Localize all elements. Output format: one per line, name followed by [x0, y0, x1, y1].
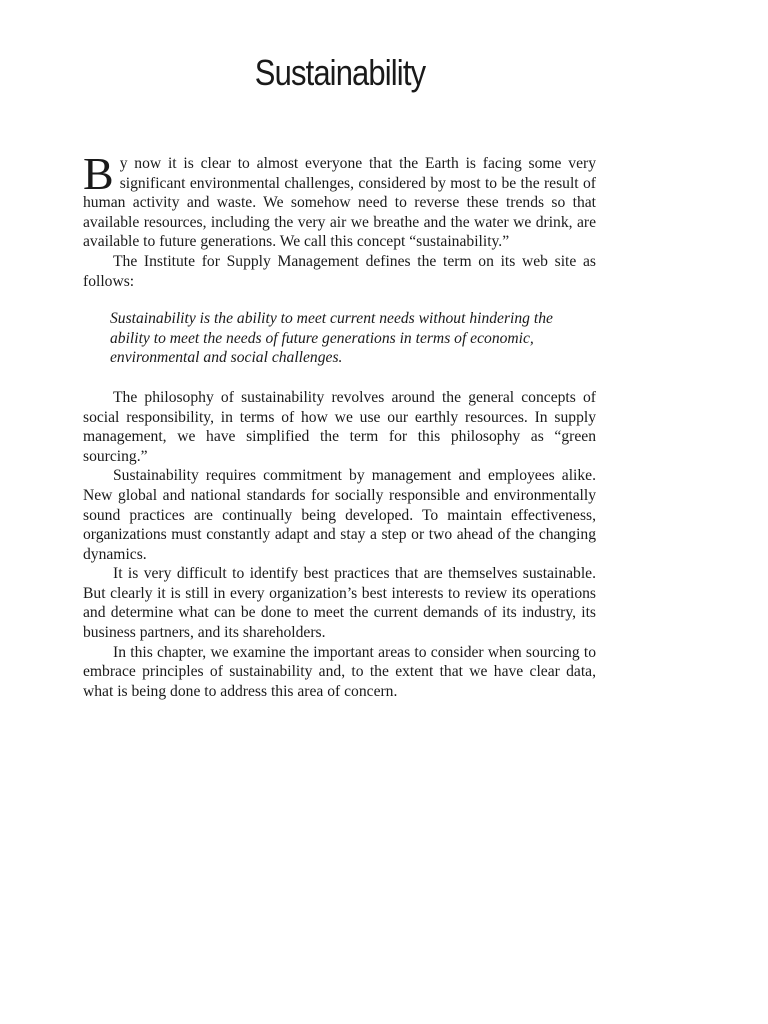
intro-paragraph-text: y now it is clear to almost everyone that the Earth is facing some very significant environmental challenges, considered by most to be the result of human activity and waste. We somehow need to reverse these trends so that available resources, including the very air we breathe and the water we drink, are available to future generations. We call this concept “sustainability.”: [83, 155, 596, 251]
drop-cap-letter: B: [83, 148, 114, 199]
chapter-title: Sustainability: [254, 52, 426, 93]
chapter-intro-paragraph: In this chapter, we examine the important areas to consider when sourcing to embrace principles of sustainability and, to the extent that we have clear data, what is being done to address this area of concern.: [83, 643, 596, 700]
philosophy-paragraph: The philosophy of sustainability revolves around the general concepts of social responsibility, in terms of how we use our earthly resources. In supply management, we have simplified the term for this philosophy as “green sourcing.”: [83, 388, 596, 465]
chapter-body: [83, 148, 596, 701]
sustainability-definition-quote: Sustainability is the ability to meet current needs without hindering the ability to meet the needs of future generations in terms of economic, environmental and social challenges.: [110, 310, 553, 367]
commitment-paragraph: Sustainability requires commitment by management and employees alike. New global and national standards for socially responsible and environmentally sound practices are continually being developed. To maintain effectiveness, organizations must constantly adapt and stay a step or two ahead of the changing dynamics.: [83, 467, 596, 563]
best-practices-paragraph: It is very difficult to identify best practices that are themselves sustainable. But clearly it is still in every organization’s best interests to review its operations and determine what can be done to meet the current demands of its industry, its business partners, and its shareholders.: [83, 565, 596, 642]
ism-definition-paragraph: The Institute for Supply Management defines the term on its web site as follows:: [83, 252, 596, 290]
intro-paragraph: [83, 148, 596, 252]
